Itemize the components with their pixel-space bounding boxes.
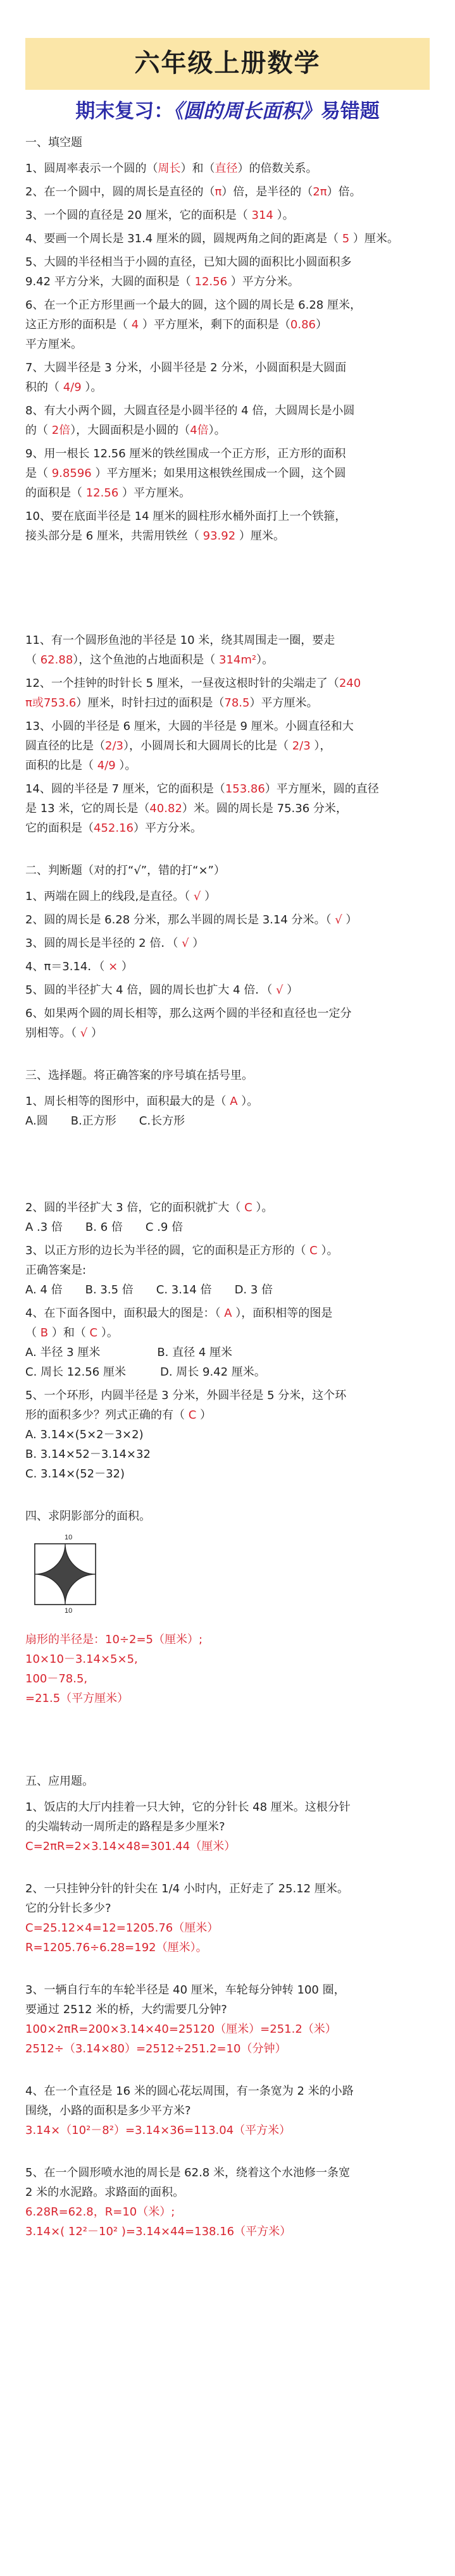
q-text: 围绕，小路的面积是多少平方米? bbox=[25, 2104, 191, 2117]
app-heading: 五、应用题。 bbox=[25, 1775, 94, 1788]
shaded-figure bbox=[25, 1532, 430, 1621]
answer: 2/3 bbox=[105, 739, 123, 753]
q-text: 2、一只挂钟分针的针尖在 1/4 小时内，正好走了 25.12 厘米。 bbox=[25, 1882, 349, 1895]
q-text: ）倍，是半径的（ bbox=[221, 185, 313, 199]
q-text: ）。 bbox=[252, 1201, 273, 1214]
judge-question-2 bbox=[25, 910, 430, 930]
q-text: 接头部分是 6 厘米，共需用铁丝（ bbox=[25, 529, 203, 543]
spacer bbox=[25, 1860, 430, 1879]
q-text: 2、圆的半径扩大 3 倍，它的面积就扩大（ bbox=[25, 1201, 245, 1214]
options: A. 4 倍 B. 3.5 倍 C. 3.14 倍 D. 3 倍 bbox=[25, 1283, 273, 1297]
q-text: ）倍。 bbox=[327, 185, 361, 199]
answer: 2/3 bbox=[292, 739, 311, 753]
q-text: ）和（ bbox=[180, 162, 215, 175]
answer: 2π bbox=[313, 185, 327, 199]
solution: 3.14×（10²－8²）=3.14×36=113.04（平方米） bbox=[25, 2124, 291, 2137]
q-text: 10、要在底面半径是 14 厘米的圆柱形水桶外面打上一个铁箍， bbox=[25, 510, 347, 523]
judge-heading: 二、判断题（对的打“√”，错的打“×”） bbox=[25, 864, 225, 877]
q-text: ） bbox=[283, 983, 299, 997]
q-text: 14、圆的半径是 7 厘米，它的面积是（ bbox=[25, 782, 225, 796]
q-text: 平方厘米。 bbox=[25, 338, 82, 351]
spacer bbox=[25, 1708, 430, 1772]
answer: √ bbox=[80, 1026, 88, 1040]
app-question-4 bbox=[25, 2081, 430, 2140]
shade-solution-3: 100－78.5, bbox=[25, 1672, 88, 1685]
q-text: ） bbox=[118, 960, 133, 973]
subtitle-book: 《圆的周长面积》 bbox=[173, 100, 321, 123]
q-text: ） bbox=[87, 1026, 103, 1040]
answer: 4倍 bbox=[190, 424, 209, 437]
answer: 2倍 bbox=[51, 424, 71, 437]
q-text: 8、有大小两个圆，大圆直径是小圆半径的 4 倍，大圆周长是小圆 bbox=[25, 404, 355, 417]
q-text: （ bbox=[25, 653, 41, 667]
q-text: ）米。圆的周长是 75.36 分米， bbox=[182, 802, 347, 815]
answer: C bbox=[244, 1201, 252, 1214]
fill-question-12 bbox=[25, 674, 430, 713]
q-text: 1、两端在圆上的线段,是直径。（ bbox=[25, 890, 194, 903]
answer: 周长 bbox=[158, 162, 181, 175]
answer: C bbox=[188, 1408, 197, 1422]
q-text: ） bbox=[316, 318, 327, 331]
q-text: ）厘米。 bbox=[349, 232, 399, 245]
fill-question-14 bbox=[25, 779, 430, 838]
answer: 314m² bbox=[219, 653, 257, 667]
q-text: 1、周长相等的图形中，面积最大的是（ bbox=[25, 1095, 230, 1108]
q-text: 1、饭店的大厅内挂着一只大钟，它的分针长 48 厘米。这根分针 bbox=[25, 1801, 351, 1814]
solution: 100×2πR=200×3.14×40=25120（厘米）=251.2（米） bbox=[25, 2023, 337, 2036]
solution: R=1205.76÷6.28=192（厘米）。 bbox=[25, 1941, 208, 1954]
q-text: 7、大圆半径是 3 分米，小圆半径是 2 分米，小圆面积是大圆面 bbox=[25, 361, 347, 374]
shade-solution-1: 扇形的半径是：10÷2=5（厘米）; bbox=[25, 1633, 203, 1646]
q-text: 12、一个挂钟的时针长 5 厘米，一昼夜这根时针的尖端走了（ bbox=[25, 677, 339, 690]
q-text: 3、以正方形的边长为半径的圆，它的面积是正方形的（ bbox=[25, 1244, 310, 1257]
worksheet-content bbox=[25, 133, 430, 2245]
spacer bbox=[25, 2062, 430, 2081]
fill-question-5 bbox=[25, 252, 430, 292]
q-text: 6、如果两个圆的周长相等，那么这两个圆的半径和直径也一定分 bbox=[25, 1007, 352, 1020]
spacer bbox=[25, 842, 430, 861]
q-text: 3、一个圆的直径是 20 厘米，它的面积是（ bbox=[25, 209, 252, 222]
answer: √ bbox=[182, 937, 189, 950]
fill-question-7 bbox=[25, 358, 430, 397]
app-question-5 bbox=[25, 2163, 430, 2241]
fill-question-2 bbox=[25, 182, 430, 202]
choice-question-3 bbox=[25, 1241, 430, 1300]
shade-heading: 四、求阴影部分的面积。 bbox=[25, 1510, 151, 1523]
answer: A bbox=[230, 1095, 238, 1108]
answer: 240 bbox=[339, 677, 361, 690]
answer: 5 bbox=[342, 232, 350, 245]
q-text: ）平方分米。 bbox=[227, 275, 299, 288]
q-text: 是（ bbox=[25, 467, 52, 480]
options: A. 半径 3 厘米 B. 直径 4 厘米 bbox=[25, 1346, 233, 1359]
options: A. 3.14×(5×2－3×2) bbox=[25, 1428, 144, 1441]
q-text: ）平方分米。 bbox=[133, 822, 202, 835]
options: A .3 倍 B. 6 倍 C .9 倍 bbox=[25, 1221, 184, 1234]
q-text: 9、用一根长 12.56 厘米的铁丝围成一个正方形，正方形的面积 bbox=[25, 447, 346, 460]
q-text: 圆直径的比是（ bbox=[25, 739, 105, 753]
answer: C bbox=[309, 1244, 318, 1257]
q-text: 正确答案是: bbox=[25, 1264, 87, 1277]
fill-question-6 bbox=[25, 295, 430, 354]
q-text: 别相等。（ bbox=[25, 1026, 80, 1040]
solution: 6.28R=62.8，R=10（米）; bbox=[25, 2205, 175, 2219]
q-text: ）。 bbox=[115, 759, 137, 772]
solution: 2512÷（3.14×80）=2512÷251.2=10（分钟） bbox=[25, 2042, 287, 2055]
judge-question-5 bbox=[25, 980, 430, 1000]
q-text: 的面积是（ bbox=[25, 486, 86, 500]
spacer bbox=[25, 550, 430, 631]
q-text: （ bbox=[25, 1326, 41, 1340]
q-text: 2、圆的周长是 6.28 分米，那么半圆的周长是 3.14 分米。（ bbox=[25, 913, 335, 927]
q-text: ）。 bbox=[256, 653, 274, 667]
answer: √ bbox=[193, 890, 201, 903]
q-text: 13、小圆的半径是 6 厘米，大圆的半径是 9 厘米。小圆直径和大 bbox=[25, 720, 354, 733]
fill-heading: 一、填空题 bbox=[25, 136, 82, 149]
q-text: ）。 bbox=[317, 1244, 339, 1257]
q-text: ） bbox=[342, 913, 358, 927]
spacer bbox=[25, 1488, 430, 1507]
answer: A bbox=[224, 1307, 232, 1320]
q-text: ）。 bbox=[81, 381, 103, 394]
q-text: 的尖端转动一周所走的路程是多少厘米? bbox=[25, 1820, 225, 1833]
solution: C=25.12×4=12=1205.76（厘米） bbox=[25, 1921, 219, 1935]
choice-question-4 bbox=[25, 1303, 430, 1382]
fill-question-4 bbox=[25, 229, 430, 249]
fig-label-top: 10 bbox=[65, 1534, 73, 1541]
spacer bbox=[25, 1961, 430, 1980]
shaded-area-diagram bbox=[25, 1532, 108, 1615]
q-text: 4、π＝3.14．（ bbox=[25, 960, 109, 973]
choice-heading: 三、选择题。将正确答案的序号填在括号里。 bbox=[25, 1069, 253, 1082]
choice-question-1 bbox=[25, 1092, 430, 1131]
q-text: ） bbox=[189, 937, 204, 950]
q-text: 的（ bbox=[25, 424, 52, 437]
judge-question-1 bbox=[25, 887, 430, 906]
q-text: 3、圆的周长是半径的 2 倍．（ bbox=[25, 937, 182, 950]
shade-solution-2: 10×10－3.14×5×5, bbox=[25, 1653, 138, 1666]
q-text: 它的分针长多少? bbox=[25, 1902, 111, 1915]
q-text: 4、要画一个周长是 31.4 厘米的圆，圆规两角之间的距离是（ bbox=[25, 232, 342, 245]
q-text: 它的面积是（ bbox=[25, 822, 94, 835]
q-text: 5、大圆的半径相当于小圆的直径，已知大圆的面积比小圆面积多 bbox=[25, 256, 352, 269]
q-text: ），小圆周长和大圆周长的比是（ bbox=[123, 739, 292, 753]
answer: 93.92 bbox=[203, 529, 236, 543]
q-text: 6、在一个正方形里画一个最大的圆，这个圆的周长是 6.28 厘米， bbox=[25, 299, 361, 312]
q-text: 1、圆周率表示一个圆的（ bbox=[25, 162, 158, 175]
q-text: ）厘米。 bbox=[235, 529, 285, 543]
answer: 4 bbox=[131, 318, 139, 331]
q-text: ）， bbox=[310, 739, 332, 753]
fill-question-11 bbox=[25, 631, 430, 670]
q-text: 这正方形的面积是（ bbox=[25, 318, 132, 331]
q-text: 4、在一个直径是 16 米的圆心花坛周围，有一条宽为 2 米的小路 bbox=[25, 2085, 354, 2098]
answer: 4/9 bbox=[63, 381, 82, 394]
answer: × bbox=[108, 960, 118, 973]
q-text: 3、一辆自行车的车轮半径是 40 厘米，车轮每分钟转 100 圈， bbox=[25, 1983, 346, 1997]
answer: 452.16 bbox=[94, 822, 134, 835]
fill-question-3 bbox=[25, 206, 430, 225]
q-text: ）平方厘米；如果用这根铁丝围成一个圆，这个圆 bbox=[91, 467, 346, 480]
q-text: ），这个鱼池的占地面积是（ bbox=[73, 653, 219, 667]
q-text: ），面积相等的图是 bbox=[232, 1307, 333, 1320]
fill-question-9 bbox=[25, 444, 430, 503]
q-text: 面积的比是（ bbox=[25, 759, 97, 772]
q-text: 5、圆的半径扩大 4 倍，圆的周长也扩大 4 倍．（ bbox=[25, 983, 276, 997]
solution: 3.14×( 12²－10² )=3.14×44=138.16（平方米） bbox=[25, 2225, 292, 2238]
app-question-1 bbox=[25, 1797, 430, 1856]
options: A.圆 B.正方形 C.长方形 bbox=[25, 1114, 185, 1128]
fig-label-bottom: 10 bbox=[65, 1607, 73, 1615]
q-text: ）平方厘米，圆的直径 bbox=[265, 782, 379, 796]
q-text: 形的面积多少？列式正确的有（ bbox=[25, 1408, 189, 1422]
answer: 12.56 bbox=[194, 275, 228, 288]
q-text: ）和（ bbox=[48, 1326, 90, 1340]
q-text: ）。 bbox=[273, 209, 294, 222]
q-text: ）平方厘米。 bbox=[118, 486, 190, 500]
fill-question-1 bbox=[25, 159, 430, 178]
q-text: 是 13 米，它的周长是（ bbox=[25, 802, 150, 815]
spacer bbox=[25, 1135, 430, 1198]
fill-question-10 bbox=[25, 507, 430, 546]
page-title: 六年级上册数学 bbox=[134, 49, 321, 78]
answer: 0.86 bbox=[290, 318, 316, 331]
q-text: ）平方厘米，剩下的面积是（ bbox=[139, 318, 290, 331]
fill-question-8 bbox=[25, 401, 430, 440]
solution: C=2πR=2×3.14×48=301.44（厘米） bbox=[25, 1840, 236, 1853]
q-text: 要通过 2512 米的桥，大约需要几分钟? bbox=[25, 2003, 227, 2016]
options: C. 3.14×(52－32) bbox=[25, 1467, 125, 1481]
q-text: 11、有一个圆形鱼池的半径是 10 米，绕其周围走一圈，要走 bbox=[25, 634, 335, 647]
q-text: 积的（ bbox=[25, 381, 63, 394]
q-text: 5、在一个圆形喷水池的周长是 62.8 米，绕着这个水池修一条宽 bbox=[25, 2166, 350, 2179]
answer: 40.82 bbox=[149, 802, 182, 815]
q-text: ） bbox=[196, 1408, 212, 1422]
judge-question-6 bbox=[25, 1004, 430, 1043]
q-text: 2 米的水泥路。求路面的面积。 bbox=[25, 2186, 185, 2199]
q-text: ） bbox=[201, 890, 216, 903]
answer: π或753.6 bbox=[25, 696, 77, 710]
q-text: 5、一个环形，内圆半径是 3 分米，外圆半径是 5 分米，这个环 bbox=[25, 1389, 347, 1402]
q-text: ）。 bbox=[237, 1095, 259, 1108]
choice-question-2 bbox=[25, 1198, 430, 1237]
app-question-3 bbox=[25, 1980, 430, 2059]
q-text: ）平方厘米。 bbox=[249, 696, 318, 710]
answer: B bbox=[40, 1326, 49, 1340]
answer: 78.5 bbox=[224, 696, 250, 710]
answer: 直径 bbox=[215, 162, 238, 175]
answer: 62.88 bbox=[40, 653, 73, 667]
judge-question-3 bbox=[25, 934, 430, 953]
q-text: 9.42 平方分米，大圆的面积是（ bbox=[25, 275, 195, 288]
spacer bbox=[25, 1047, 430, 1066]
answer: √ bbox=[335, 913, 342, 927]
answer: 9.8596 bbox=[51, 467, 92, 480]
options: B. 3.14×52－3.14×32 bbox=[25, 1448, 151, 1461]
q-text: 2、在一个圆中，圆的周长是直径的（ bbox=[25, 185, 215, 199]
q-text: ），大圆面积是小圆的（ bbox=[70, 424, 190, 437]
options: C. 周长 12.56 厘米 D. 周长 9.42 厘米。 bbox=[25, 1365, 266, 1379]
q-text: ）。 bbox=[97, 1326, 118, 1340]
q-text: ）厘米，时针扫过的面积是（ bbox=[76, 696, 225, 710]
app-question-2 bbox=[25, 1879, 430, 1957]
answer: 314 bbox=[251, 209, 273, 222]
q-text: ）。 bbox=[208, 424, 226, 437]
answer: 4/9 bbox=[97, 759, 116, 772]
q-text: ）的倍数关系。 bbox=[237, 162, 318, 175]
spacer bbox=[25, 2144, 430, 2163]
fill-question-13 bbox=[25, 717, 430, 775]
subtitle-suffix: 易错题 bbox=[320, 100, 380, 123]
answer: π bbox=[215, 185, 222, 199]
subtitle-prefix: 期末复习： bbox=[75, 100, 174, 123]
page-subtitle bbox=[0, 95, 455, 123]
choice-question-5 bbox=[25, 1386, 430, 1484]
answer: C bbox=[89, 1326, 98, 1340]
answer: √ bbox=[275, 983, 284, 997]
judge-question-4 bbox=[25, 957, 430, 977]
shade-solution-4: =21.5（平方厘米） bbox=[25, 1692, 129, 1705]
answer: 12.56 bbox=[85, 486, 119, 500]
answer: 153.86 bbox=[225, 782, 265, 796]
q-text: 4、在下面各图中，面积最大的图是：（ bbox=[25, 1307, 225, 1320]
